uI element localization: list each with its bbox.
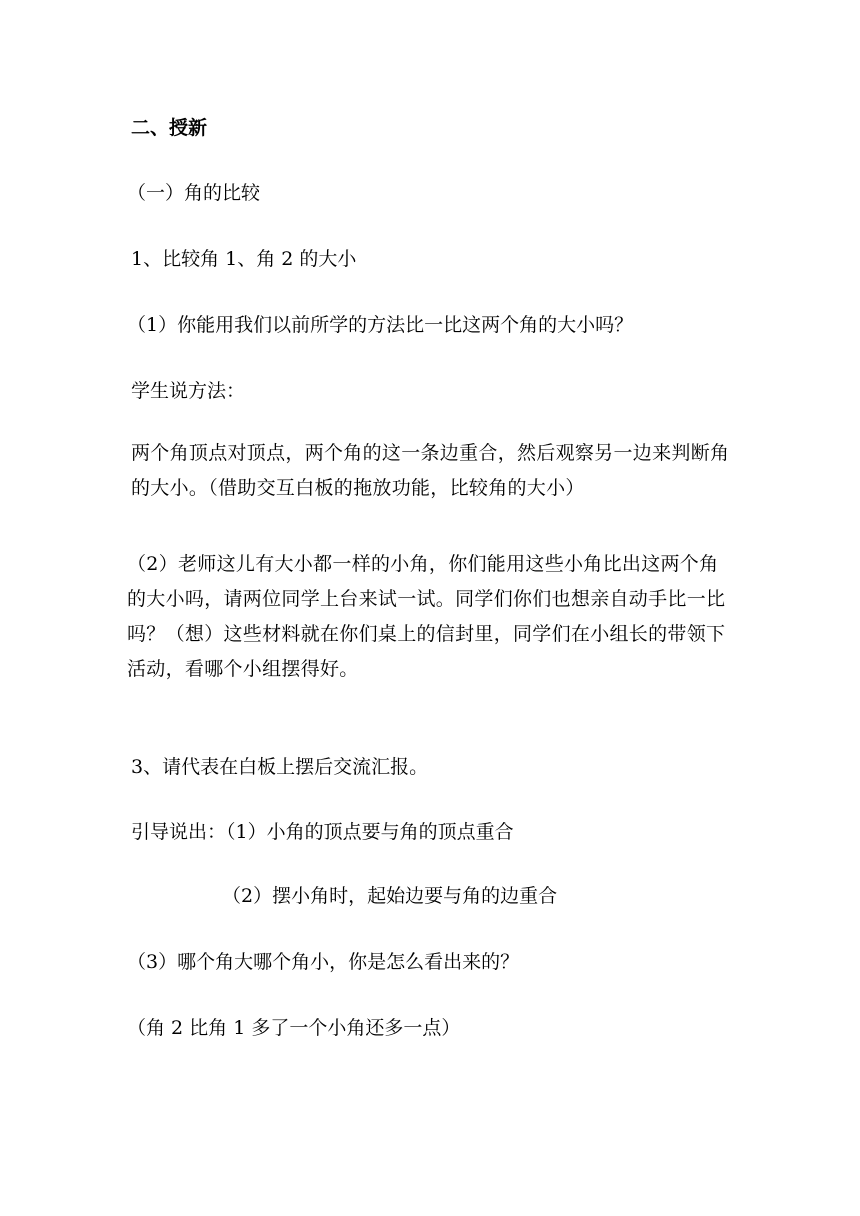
- method-paragraph: 两个角顶点对顶点，两个角的这一条边重合，然后观察另一边来判断角的大小。（借助交互白板的拖放功能，比较角的大小）: [131, 442, 730, 499]
- question-3: （3）哪个角大哪个角小，你是怎么看出来的？: [127, 951, 520, 973]
- section-heading: 二、授新: [131, 117, 208, 139]
- question-2-paragraph: （2）老师这儿有大小都一样的小角，你们能用这些小角比出这两个角的大小吗，请两位同学上台来试一试。同学们你们也想亲自动手比一比吗？（想）这些材料就在你们桌上的信封里，同学们在小组长的带领下活动，看哪个小组摆得好。: [127, 553, 726, 680]
- subheading: （一）角的比较: [127, 182, 261, 204]
- item-1: 1、比较角 1、角 2 的大小: [131, 248, 357, 270]
- answer-3: （角 2 比角 1 多了一个小角还多一点）: [127, 1017, 461, 1039]
- guide-label: 引导说出：（1）小角的顶点要与角的顶点重合: [131, 821, 514, 843]
- question-1: （1）你能用我们以前所学的方法比一比这两个角的大小吗？: [127, 314, 634, 336]
- student-label: 学生说方法：: [131, 380, 246, 402]
- item-3: 3、请代表在白板上摆后交流汇报。: [131, 756, 429, 778]
- guide-point-2: （2）摆小角时，起始边要与角的边重合: [222, 885, 558, 907]
